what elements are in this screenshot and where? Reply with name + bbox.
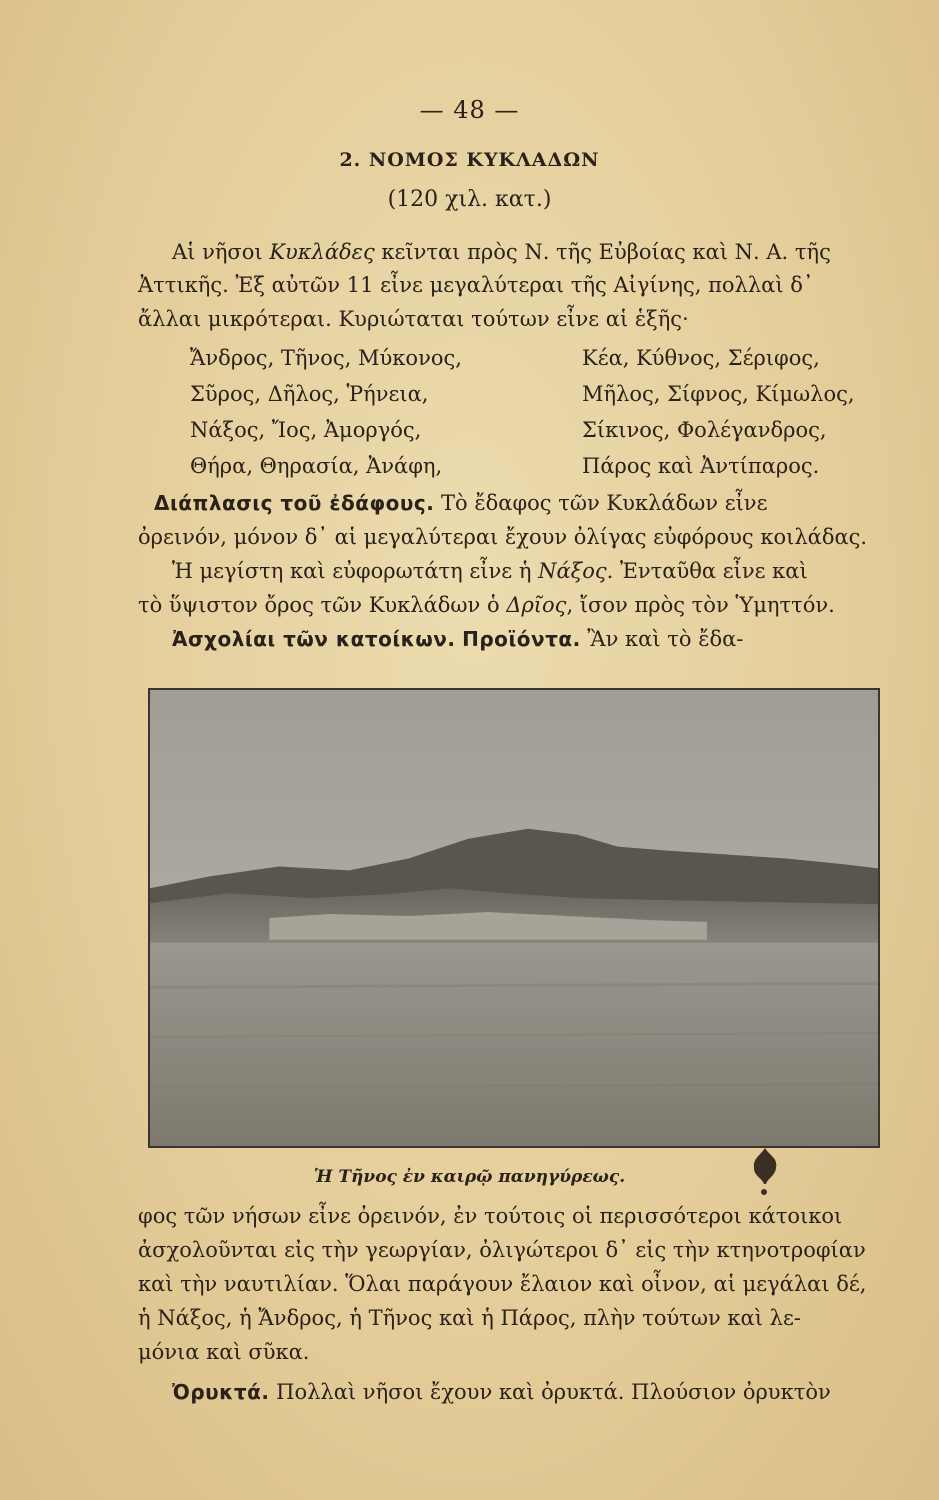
island-list-left-1: Ἄνδρος, Τῆνος, Μύκονος,	[190, 346, 462, 370]
intro-text: Αἱ νῆσοι	[172, 240, 270, 264]
body-line-5: μόνια καὶ σῦκα.	[138, 1340, 310, 1364]
island-list-right-3: Σίκινος, Φολέγανδρος,	[582, 418, 827, 442]
relief-line-4	[138, 591, 835, 619]
body-line-4: ἡ Νάξος, ἡ Ἄνδρος, ἡ Τῆνος καὶ ἡ Πάρος, πλὴν τούτων καὶ λε-	[138, 1306, 801, 1330]
occupations-text: Ἂν καὶ τὸ ἔδα-	[580, 627, 744, 651]
photo-tinos-panorama	[148, 688, 880, 1148]
relief-text: τὸ ὕψιστον ὄρος τῶν Κυκλάδων ὁ	[138, 593, 507, 617]
intro-line-3: ἄλλαι μικρότεραι. Κυριώταται τούτων εἶνε αἱ ἑξῆς·	[138, 307, 689, 331]
minerals-title: Ὀρυκτά.	[172, 1380, 270, 1404]
occupations-title: Ἀσχολίαι τῶν κατοίκων.	[172, 627, 456, 651]
ink-blot-icon	[748, 1146, 782, 1198]
island-list-right-2: Μῆλος, Σίφνος, Κίμωλος,	[582, 382, 855, 406]
relief-title: Διάπλασις τοῦ ἐδάφους.	[154, 491, 435, 515]
island-list-left-3: Νάξος, Ἴος, Ἀμοργός,	[190, 418, 422, 442]
relief-italic: Δρῖος	[506, 593, 567, 617]
relief-italic: Νάξος	[538, 559, 607, 583]
body-line-3: καὶ τὴν ναυτιλίαν. Ὅλαι παράγουν ἔλαιον καὶ οἶνον, αἱ μεγάλαι δέ,	[138, 1272, 867, 1296]
chapter-heading: 2. ΝΟΜΟΣ ΚΥΚΛΑΔΩΝ	[339, 149, 600, 171]
minerals-text: Πολλαὶ νῆσοι ἔχουν καὶ ὀρυκτά. Πλούσιον ὀρυκτὸν	[269, 1380, 831, 1404]
relief-text: Ἡ μεγίστη καὶ εὐφορωτάτη εἶνε ἡ	[172, 559, 539, 583]
occupations-line-1	[172, 625, 743, 653]
relief-line-1	[154, 489, 767, 517]
intro-italic: Κυκλάδες	[269, 240, 375, 264]
area-subheading: (120 χιλ. κατ.)	[387, 187, 552, 212]
photo-caption: Ἡ Τῆνος ἐν καιρῷ πανηγύρεως.	[313, 1167, 626, 1187]
products-title: Προϊόντα.	[462, 627, 581, 651]
island-list-left-4: Θήρα, Θηρασία, Ἀνάφη,	[190, 454, 443, 478]
island-list-right-1: Κέα, Κύθνος, Σέριφος,	[582, 346, 820, 370]
minerals-line-1	[172, 1378, 831, 1406]
relief-text: , ἴσον πρὸς τὸν Ὑμηττόν.	[566, 593, 835, 617]
relief-text: . Ἐνταῦθα εἶνε καὶ	[606, 559, 808, 583]
body-line-2: ἀσχολοῦνται εἰς τὴν γεωργίαν, ὀλιγώτεροι δ᾽ εἰς τὴν κτηνοτροφίαν	[138, 1238, 866, 1262]
island-list-left-2: Σῦρος, Δῆλος, Ῥήνεια,	[190, 382, 429, 406]
relief-line-2: ὀρεινόν, μόνον δ᾽ αἱ μεγαλύτεραι ἔχουν ὀλίγας εὐφόρους κοιλάδας.	[138, 525, 868, 549]
relief-text: Τὸ ἔδαφος τῶν Κυκλάδων εἶνε	[434, 491, 768, 515]
relief-line-3	[172, 557, 808, 585]
page-number: — 48 —	[419, 96, 520, 124]
intro-line-1	[172, 238, 831, 266]
body-line-1: φος τῶν νήσων εἶνε ὀρεινόν, ἐν τούτοις οἱ περισσότεροι κάτοικοι	[138, 1204, 843, 1228]
intro-text: κεῖνται πρὸς Ν. τῆς Εὐβοίας καὶ Ν. Α. τῆς	[374, 240, 831, 264]
intro-line-2: Ἀττικῆς. Ἐξ αὐτῶν 11 εἶνε μεγαλύτεραι τῆς Αἰγίνης, πολλαὶ δ᾽	[138, 273, 814, 297]
island-list-right-4: Πάρος καὶ Ἀντίπαρος.	[582, 454, 820, 478]
